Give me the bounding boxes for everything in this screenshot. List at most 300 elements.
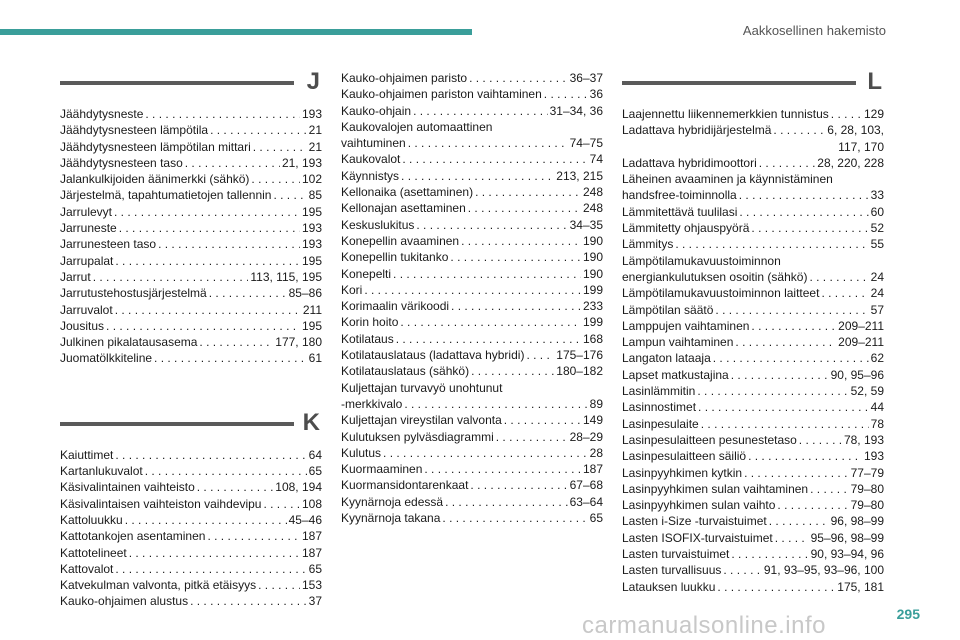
- index-entry: [341, 477, 603, 493]
- index-term: Lampun vaihtaminen: [622, 335, 734, 350]
- leader-dots: [697, 383, 848, 399]
- leader-dots: [809, 269, 868, 285]
- leader-dots: [258, 577, 300, 593]
- leader-dots: [739, 204, 868, 220]
- index-entry: [341, 347, 603, 363]
- index-page-ref: 74: [589, 152, 603, 167]
- leader-dots: [739, 187, 869, 203]
- leader-dots: [461, 233, 581, 249]
- index-page-ref: 24: [870, 286, 884, 301]
- index-page-ref: 211: [302, 302, 322, 317]
- index-page-ref: 108, 194: [275, 480, 322, 495]
- leader-dots: [115, 253, 300, 269]
- index-entry: [341, 314, 603, 330]
- index-entry: [341, 266, 603, 282]
- section-letter: J: [306, 68, 320, 95]
- index-term: Jarrulevyt: [60, 204, 113, 219]
- index-term: Lasinlämmitin: [622, 384, 696, 399]
- index-entry: [60, 155, 322, 171]
- index-entry: [341, 200, 603, 216]
- index-page-ref: 21, 193: [281, 155, 322, 170]
- index-term: Laajennettu liikennemerkkien tunnistus: [622, 107, 829, 121]
- index-entry: [341, 168, 603, 184]
- index-page-ref: 60: [870, 204, 884, 219]
- leader-dots: [263, 496, 300, 512]
- index-entry: [622, 269, 884, 285]
- index-page-ref: 78: [870, 416, 884, 431]
- leader-dots: [424, 461, 581, 477]
- index-term: Ladattava hybridimoottori: [622, 155, 757, 170]
- index-term: Järjestelmä, tapahtumatietojen tallennin: [60, 188, 272, 203]
- index-page-ref: 193: [301, 107, 322, 121]
- index-page-ref: 190: [582, 250, 603, 265]
- index-term: Kaukovalot: [341, 152, 401, 167]
- index-page-ref: 28, 220, 228: [817, 155, 884, 170]
- index-entry: [341, 510, 603, 526]
- leader-dots: [404, 396, 587, 412]
- index-page-ref: 108: [301, 496, 322, 511]
- index-entry: [60, 447, 322, 463]
- index-entry: [622, 416, 884, 432]
- index-entry: [341, 86, 603, 102]
- index-entry: [341, 380, 603, 396]
- leader-dots: [154, 350, 307, 366]
- index-page-ref: 248: [582, 201, 603, 216]
- index-page-ref: 36–37: [569, 71, 603, 85]
- index-entry: [622, 465, 884, 481]
- index-page-ref: 62: [870, 351, 884, 366]
- index-page-ref: 195: [301, 204, 322, 219]
- leader-dots: [393, 266, 581, 282]
- leader-dots: [93, 269, 249, 285]
- index-term: Kuljettajan vireystilan valvonta: [341, 413, 502, 428]
- leader-dots: [810, 481, 849, 497]
- page-number: 295: [896, 606, 920, 622]
- index-term: Lasten i-Size -turvaistuimet: [622, 514, 767, 529]
- index-page-ref: 44: [870, 400, 884, 415]
- index-entry: [341, 70, 603, 86]
- index-term: Lapset matkustajina: [622, 367, 729, 382]
- index-page-ref: 190: [582, 233, 603, 248]
- index-page-ref: 85–86: [288, 286, 322, 301]
- leader-dots: [470, 477, 567, 493]
- index-term: Jarrunesteen taso: [60, 237, 157, 252]
- index-entry: [622, 204, 884, 220]
- index-term: Julkinen pikalatausasema: [60, 335, 198, 350]
- index-entry: [60, 302, 322, 318]
- index-entry: [60, 122, 322, 138]
- leader-dots: [185, 155, 280, 171]
- index-page-ref: 21: [308, 123, 322, 138]
- section-header-k: [60, 408, 322, 441]
- index-entry: [622, 302, 884, 318]
- index-term: Lämmitettävä tuulilasi: [622, 204, 738, 219]
- index-entry: [60, 479, 322, 495]
- index-term: Kattovalot: [60, 561, 114, 576]
- leader-dots: [210, 122, 307, 138]
- index-page-ref: 199: [582, 315, 603, 330]
- index-term: Lamppujen vaihtaminen: [622, 318, 750, 333]
- index-page-ref: 52, 59: [850, 384, 884, 399]
- index-entry: [622, 236, 884, 252]
- index-entry: [622, 187, 884, 203]
- index-term: Kellonajan asettaminen: [341, 201, 466, 216]
- leader-dots: [701, 416, 869, 432]
- index-term: Konepellin avaaminen: [341, 233, 460, 248]
- index-entry: [60, 171, 322, 187]
- index-term: Langaton lataaja: [622, 351, 711, 366]
- index-page-ref: 193: [863, 449, 884, 464]
- index-term: Jarrutustehostusjärjestelmä: [60, 286, 207, 301]
- leader-dots: [751, 220, 868, 236]
- leader-dots: [209, 285, 287, 301]
- index-page-ref: 31–34, 36: [549, 103, 603, 118]
- page-header-title: Aakkosellinen hakemisto: [742, 23, 886, 38]
- index-term: Kauko-ohjaimen paristo: [341, 71, 468, 85]
- index-page-ref: 52: [870, 221, 884, 236]
- index-term: Kartanlukuvalot: [60, 464, 143, 479]
- index-term: Keskuslukitus: [341, 217, 415, 232]
- leader-dots: [744, 465, 849, 481]
- index-term: Latauksen luukku: [622, 579, 716, 594]
- leader-dots: [190, 593, 307, 609]
- index-entry: [60, 204, 322, 220]
- leader-dots: [125, 512, 287, 528]
- index-term: Jalankulkijoiden äänimerkki (sähkö): [60, 172, 250, 187]
- leader-dots: [713, 350, 869, 366]
- index-entry: [341, 445, 603, 461]
- index-page-ref: 64: [308, 447, 322, 462]
- index-term: Kyynärnoja takana: [341, 511, 441, 526]
- index-entry: [622, 579, 884, 595]
- index-term: Kaiuttimet: [60, 447, 114, 462]
- leader-dots: [698, 399, 869, 415]
- section-letter: L: [867, 68, 882, 95]
- index-page-ref: 195: [301, 318, 322, 333]
- index-term: Lasinpesulaite: [622, 416, 699, 431]
- index-entry: [60, 253, 322, 269]
- leader-dots: [115, 447, 306, 463]
- index-page-ref: 6, 28, 103,: [827, 123, 884, 138]
- index-term: Jousitus: [60, 318, 105, 333]
- index-term: Kattoluukku: [60, 512, 123, 527]
- index-term: Käynnistys: [341, 168, 400, 183]
- leader-dots: [145, 106, 300, 122]
- index-page-ref: 79–80: [850, 481, 884, 496]
- watermark: carmanualsonline.info: [582, 612, 826, 639]
- index-page-ref: 199: [582, 282, 603, 297]
- section-header-j: [60, 70, 322, 100]
- index-page-ref: 28–29: [569, 429, 603, 444]
- leader-dots: [158, 236, 300, 252]
- index-page-ref: 95–96, 98–99: [810, 530, 884, 545]
- index-page-ref: 96, 98–99: [830, 514, 884, 529]
- index-entry: [60, 106, 322, 122]
- leader-dots: [544, 86, 588, 102]
- index-term: Käsivalintaisen vaihteiston vaihdevipu: [60, 496, 262, 511]
- index-term: Kotilatauslataus (ladattava hybridi): [341, 348, 525, 363]
- index-entry-continuation: 117, 170: [838, 139, 884, 154]
- index-entry: [60, 561, 322, 577]
- index-term: Lämmitys: [622, 237, 674, 252]
- section-rule: [60, 81, 294, 85]
- index-entry: [341, 298, 603, 314]
- index-entry: [622, 562, 884, 578]
- index-list-k-continued: [341, 70, 603, 526]
- index-term: Lasinpyyhkimen sulan vaihtaminen: [622, 481, 809, 496]
- leader-dots: [731, 546, 808, 562]
- leader-dots: [504, 412, 581, 428]
- index-page-ref: 90, 93–94, 96: [810, 547, 884, 562]
- leader-dots: [129, 545, 300, 561]
- index-entry: [622, 318, 884, 334]
- index-page-ref: 90, 95–96: [830, 367, 884, 382]
- leader-dots: [253, 139, 307, 155]
- leader-dots: [401, 168, 554, 184]
- index-term: Lasten ISOFIX-turvaistuimet: [622, 530, 773, 545]
- index-page-ref: 67–68: [569, 478, 603, 493]
- leader-dots: [526, 347, 554, 363]
- index-page-ref: 74–75: [569, 136, 603, 151]
- index-column-2: [341, 70, 603, 526]
- index-term: Lämpötilamukavuustoiminnon laitteet: [622, 286, 820, 301]
- section-rule: [622, 81, 856, 85]
- index-page-ref: 248: [582, 185, 603, 200]
- index-entry: [341, 494, 603, 510]
- index-term: Jäähdytysneste: [60, 107, 144, 121]
- index-term: Kattotelineet: [60, 545, 127, 560]
- index-page-ref: 180–182: [556, 364, 603, 379]
- index-entry: [622, 513, 884, 529]
- index-entry: [622, 546, 884, 562]
- leader-dots: [735, 334, 836, 350]
- section-letter: K: [302, 408, 320, 436]
- index-page-ref: 213, 215: [556, 168, 603, 183]
- index-page-ref: 209–211: [838, 318, 884, 333]
- index-entry: [622, 432, 884, 448]
- index-term: Kuormaaminen: [341, 462, 423, 477]
- leader-dots: [831, 106, 862, 122]
- index-term: Kellonaika (asettaminen): [341, 185, 474, 200]
- index-entry: [622, 122, 884, 138]
- index-term: Jarrupalat: [60, 253, 114, 268]
- leader-dots: [251, 171, 300, 187]
- leader-dots: [469, 70, 568, 86]
- leader-dots: [475, 184, 581, 200]
- leader-dots: [731, 367, 829, 383]
- index-page-ref: 63–64: [569, 494, 603, 509]
- index-term: Käsivalintainen vaihteisto: [60, 480, 195, 495]
- leader-dots: [717, 579, 835, 595]
- index-page-ref: 177, 180: [275, 335, 322, 350]
- index-entry: [60, 285, 322, 301]
- leader-dots: [821, 285, 868, 301]
- leader-dots: [773, 122, 825, 138]
- index-entry: [60, 350, 322, 366]
- index-entry: [341, 184, 603, 200]
- leader-dots: [675, 236, 868, 252]
- index-entry: [60, 269, 322, 285]
- index-page-ref: 175, 181: [837, 579, 884, 594]
- leader-dots: [775, 530, 809, 546]
- index-entry: [60, 187, 322, 203]
- index-entry: [622, 399, 884, 415]
- index-entry: [341, 249, 603, 265]
- leader-dots: [751, 318, 836, 334]
- leader-dots: [413, 103, 548, 119]
- index-entry: [60, 463, 322, 479]
- leader-dots: [450, 249, 581, 265]
- index-term: Kotilataus: [341, 331, 394, 346]
- leader-dots: [777, 497, 848, 513]
- index-entry: [60, 139, 322, 155]
- leader-dots: [408, 135, 568, 151]
- leader-dots: [799, 432, 842, 448]
- index-term: Jarruneste: [60, 221, 117, 236]
- index-term: Jäähdytysnesteen lämpötila: [60, 123, 209, 138]
- index-page-ref: 129: [863, 107, 884, 121]
- index-entry: [341, 461, 603, 477]
- index-entry: [60, 577, 322, 593]
- index-column-3: [622, 70, 884, 595]
- index-page-ref: 21: [308, 139, 322, 154]
- index-page-ref: 28: [589, 445, 603, 460]
- top-accent-bar: [0, 29, 472, 35]
- leader-dots: [445, 494, 568, 510]
- leader-dots: [451, 298, 581, 314]
- index-page-ref: 190: [582, 266, 603, 281]
- index-page-ref: 102: [301, 172, 322, 187]
- index-term: Lasinnostimet: [622, 400, 697, 415]
- index-entry: [622, 171, 884, 187]
- index-term: Kulutuksen pylväsdiagrammi: [341, 429, 494, 444]
- index-entry: [60, 236, 322, 252]
- leader-dots: [759, 155, 816, 171]
- index-term: Konepelti: [341, 266, 392, 281]
- leader-dots: [207, 528, 300, 544]
- index-page-ref: 89: [589, 396, 603, 411]
- index-entry: [622, 220, 884, 236]
- index-entry: [341, 396, 603, 412]
- leader-dots: [106, 318, 300, 334]
- index-page-ref: 65: [589, 511, 603, 526]
- index-page-ref: 233: [582, 299, 603, 314]
- index-term: Konepellin tukitanko: [341, 250, 449, 265]
- index-term: Jarrut: [60, 269, 91, 284]
- leader-dots: [199, 334, 273, 350]
- index-entry: [622, 285, 884, 301]
- index-page-ref: 187: [582, 462, 603, 477]
- section-rule: [60, 422, 294, 426]
- index-term: Kauko-ohjaimen alustus: [60, 594, 189, 609]
- leader-dots: [769, 513, 829, 529]
- index-page-ref: 57: [870, 302, 884, 317]
- leader-dots: [115, 561, 306, 577]
- leader-dots: [442, 510, 587, 526]
- section-header-l: [622, 70, 884, 100]
- index-term: Lämpötilan säätö: [622, 302, 714, 317]
- leader-dots: [416, 217, 567, 233]
- index-entry: [60, 220, 322, 236]
- index-page-ref: 65: [308, 464, 322, 479]
- leader-dots: [114, 204, 300, 220]
- index-entry: [60, 593, 322, 609]
- index-list-j: [60, 106, 322, 367]
- index-page-ref: 33: [870, 188, 884, 203]
- index-page-ref: 209–211: [838, 335, 884, 350]
- index-entry: [341, 135, 603, 151]
- index-page-ref: 195: [301, 253, 322, 268]
- leader-dots: [396, 331, 581, 347]
- index-entry: [341, 217, 603, 233]
- index-term: Kyynärnoja edessä: [341, 494, 444, 509]
- leader-dots: [723, 562, 761, 578]
- index-page-ref: 77–79: [850, 465, 884, 480]
- index-page-ref: 153: [301, 578, 322, 593]
- leader-dots: [197, 479, 274, 495]
- index-term: Jarruvalot: [60, 302, 113, 317]
- index-term: Kauko-ohjaimen pariston vaihtaminen: [341, 87, 542, 102]
- index-entry: [622, 253, 884, 269]
- index-entry: [622, 530, 884, 546]
- index-entry: [622, 334, 884, 350]
- index-term: Lasinpesulaitteen säiliö: [622, 449, 747, 464]
- index-entry: [622, 481, 884, 497]
- leader-dots: [496, 429, 568, 445]
- index-term: Ladattava hybridijärjestelmä: [622, 123, 772, 138]
- index-page-ref: 187: [301, 529, 322, 544]
- index-entry: [622, 383, 884, 399]
- index-entry: [60, 528, 322, 544]
- index-term: Kuljettajan turvavyö unohtunut: [341, 380, 503, 395]
- index-term: vaihtuminen: [341, 136, 406, 151]
- leader-dots: [715, 302, 868, 318]
- leader-dots: [468, 200, 581, 216]
- index-term: Kauko-ohjain: [341, 103, 412, 118]
- index-entry: [341, 151, 603, 167]
- index-page-ref: 37: [308, 594, 322, 609]
- index-term: Jäähdytysnesteen taso: [60, 155, 183, 170]
- leader-dots: [145, 463, 307, 479]
- leader-dots: [364, 282, 581, 298]
- index-page-ref: 85: [308, 188, 322, 203]
- index-entry: [622, 497, 884, 513]
- index-term: handsfree-toiminnolla: [622, 188, 737, 203]
- index-term: Kori: [341, 282, 363, 297]
- index-page-ref: 91, 93–95, 93–96, 100: [763, 563, 884, 578]
- leader-dots: [115, 302, 301, 318]
- index-entry: [60, 545, 322, 561]
- index-term: Lämmitetty ohjauspyörä: [622, 221, 750, 236]
- index-list-k: [60, 447, 322, 610]
- leader-dots: [383, 445, 588, 461]
- index-page-ref: 113, 115, 195: [250, 269, 322, 284]
- index-entry: [341, 331, 603, 347]
- index-entry: [622, 155, 884, 171]
- index-term: Lasten turvallisuus: [622, 563, 722, 578]
- leader-dots: [273, 187, 306, 203]
- index-term: Lasinpyyhkimen sulan vaihto: [622, 498, 776, 513]
- index-term: Kuormansidontarenkaat: [341, 478, 469, 493]
- index-term: Lasten turvaistuimet: [622, 547, 730, 562]
- index-page-ref: 149: [582, 413, 603, 428]
- index-entry: [622, 350, 884, 366]
- index-entry: [622, 106, 884, 122]
- index-term: energiankulutuksen osoitin (sähkö): [622, 269, 808, 284]
- index-page-ref: 175–176: [556, 348, 603, 363]
- index-term: Kulutus: [341, 445, 382, 460]
- leader-dots: [119, 220, 300, 236]
